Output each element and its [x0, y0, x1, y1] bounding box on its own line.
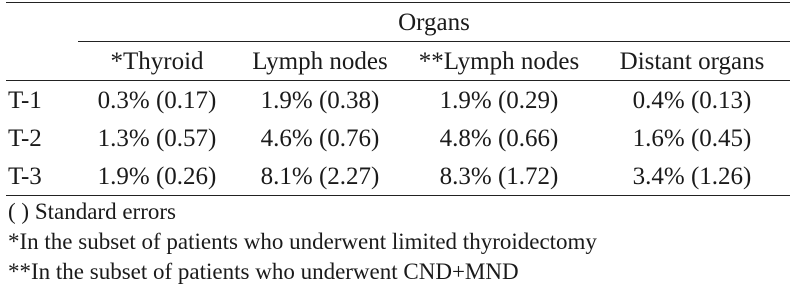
column-header-lymph-nodes-cnd-mnd: **Lymph nodes — [418, 47, 580, 75]
column-header-row — [6, 42, 790, 81]
footnote-lymph-nodes-subset: **In the subset of patients who underwent CND+MND — [8, 259, 519, 284]
table-cell: 4.8% (0.66) — [439, 124, 559, 152]
table-row — [6, 119, 790, 157]
row-label: T-2 — [8, 124, 42, 152]
column-header-distant-organs: Distant organs — [619, 47, 765, 75]
footnote-standard-errors: ( ) Standard errors — [8, 199, 176, 224]
column-header-lymph-nodes: Lymph nodes — [252, 47, 388, 75]
organs-group-header: Organs — [78, 3, 790, 42]
table-cell: 1.6% (0.45) — [632, 124, 752, 152]
stub-column-header — [6, 42, 78, 81]
footnote-thyroid-subset: *In the subset of patients who underwent limited thyroidectomy — [8, 229, 597, 254]
table-cell: 1.9% (0.26) — [97, 162, 217, 190]
table-row — [6, 81, 790, 120]
results-table-container — [6, 2, 790, 196]
row-label: T-1 — [8, 86, 42, 114]
table-row — [6, 157, 790, 196]
table-cell: 8.1% (2.27) — [260, 162, 380, 190]
results-table — [6, 2, 790, 196]
table-cell: 0.3% (0.17) — [97, 86, 217, 114]
group-header-row — [6, 3, 790, 42]
table-cell: 1.3% (0.57) — [97, 124, 217, 152]
row-label: T-3 — [8, 162, 42, 190]
table-footnotes — [8, 197, 597, 287]
stub-header — [6, 3, 78, 42]
column-header-thyroid: *Thyroid — [110, 47, 204, 75]
table-cell: 0.4% (0.13) — [632, 86, 752, 114]
table-cell: 3.4% (1.26) — [632, 162, 752, 190]
table-cell: 1.9% (0.29) — [439, 86, 559, 114]
table-cell: 1.9% (0.38) — [260, 86, 380, 114]
table-cell: 4.6% (0.76) — [260, 124, 380, 152]
table-cell: 8.3% (1.72) — [439, 162, 559, 190]
